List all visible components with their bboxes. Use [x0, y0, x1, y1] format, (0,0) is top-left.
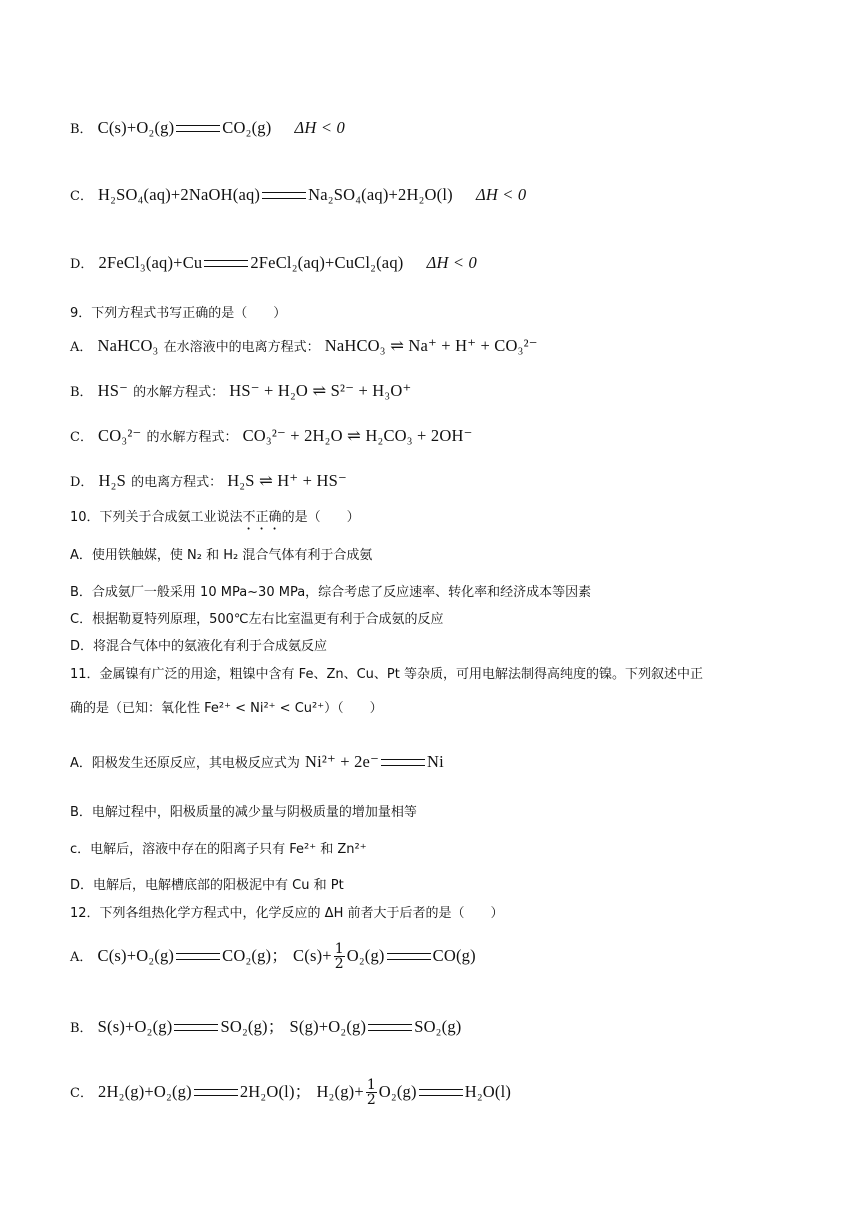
equation-products: 2H₂O(l)；	[239, 1082, 312, 1101]
equals-sign	[176, 125, 220, 132]
equation-reactants: O₂(g)	[378, 1082, 417, 1101]
equation-reactants: S(s)+O₂(g)	[97, 1017, 173, 1036]
q11-option-a	[70, 752, 444, 772]
option-label: C．	[70, 1086, 93, 1101]
equals-sign	[194, 1089, 238, 1096]
q10-option-b: B．合成氨厂一般采用 10 MPa~30 MPa，综合考虑了反应速率、转化率和经济成本等因素	[70, 585, 592, 600]
equals-sign	[387, 953, 431, 960]
equation-products: Na₂SO₄(aq)+2H₂O(l)	[308, 185, 453, 204]
q9-option-b	[70, 381, 411, 401]
q8-option-d	[70, 253, 477, 273]
equation-reactants: S(g)+O₂(g)	[289, 1017, 367, 1036]
q10-option-a: A．使用铁触媒，使 N₂ 和 H₂ 混合气体有利于合成氨	[70, 548, 373, 563]
equation-products: CO₂(g)	[222, 118, 272, 137]
delta-h: ΔH < 0	[426, 253, 478, 272]
stem-text: 的是（ ）	[281, 510, 360, 525]
equation-products: 2FeCl₂(aq)+CuCl₂(aq)	[250, 253, 404, 272]
option-text: 的水解方程式：	[133, 385, 225, 400]
option-text: 的水解方程式：	[146, 430, 238, 445]
equation-products: CO(g)	[432, 946, 476, 965]
option-text: A．阳极发生还原反应，其电极反应式为	[70, 756, 300, 771]
formula: HS⁻	[97, 381, 129, 400]
equation-products: H₂O(l)	[464, 1082, 512, 1101]
equation-reactants: C(s)+O₂(g)	[97, 118, 175, 137]
equals-sign	[174, 1024, 218, 1031]
equation-products: Ni	[427, 752, 444, 771]
q11-option-c: c．电解后，溶液中存在的阳离子只有 Fe²⁺ 和 Zn²⁺	[70, 842, 367, 857]
option-text: 在水溶液中的电离方程式：	[163, 340, 320, 355]
emphasis-text: 不正确	[242, 510, 282, 525]
q12-option-c	[70, 1078, 511, 1107]
q12-option-a	[70, 942, 476, 971]
delta-h: ΔH < 0	[475, 185, 527, 204]
option-text: 的电离方程式：	[131, 475, 223, 490]
equals-sign	[176, 953, 220, 960]
option-label: C．	[70, 430, 93, 445]
q12-option-b	[70, 1013, 461, 1037]
q9-option-d	[70, 471, 347, 491]
equals-sign	[381, 759, 425, 766]
equation-reactants: Ni²⁺ + 2e⁻	[305, 752, 379, 771]
equals-sign	[368, 1024, 412, 1031]
fraction-numerator: 1	[334, 941, 344, 957]
q10-stem	[70, 506, 360, 533]
equation-reactants: H₂(g)+	[316, 1082, 364, 1101]
q8-option-b	[70, 118, 345, 138]
option-label: C．	[70, 189, 93, 204]
equation-reactants: C(s)+O₂(g)	[97, 946, 175, 965]
q9-stem: 9．下列方程式书写正确的是（ ）	[70, 306, 287, 321]
option-label: B．	[70, 1021, 93, 1036]
option-label: B．	[70, 122, 93, 137]
stem-text: 10．下列关于合成氨工业说法	[70, 510, 243, 525]
equation: H₂S ⇌ H⁺ + HS⁻	[227, 471, 347, 490]
formula: NaHCO₃	[97, 336, 159, 355]
delta-h: ΔH < 0	[294, 118, 345, 137]
fraction-denominator: 2	[366, 1092, 376, 1108]
option-label: D．	[70, 475, 94, 490]
option-label: A．	[70, 950, 93, 965]
equals-sign	[204, 260, 248, 267]
equation: HS⁻ + H₂O ⇌ S²⁻ + H₃O⁺	[229, 381, 412, 400]
option-label: A．	[70, 340, 93, 355]
formula: H₂S	[98, 471, 126, 490]
fraction	[366, 1078, 377, 1107]
q10-option-c: C．根据勒夏特列原理，500℃左右比室温更有利于合成氨的反应	[70, 612, 444, 627]
fraction-denominator: 2	[334, 956, 344, 972]
option-label: D．	[70, 257, 94, 272]
equation-products: CO₂(g)；	[222, 946, 288, 965]
q8-option-c	[70, 185, 526, 205]
equation-products: SO₂(g)	[414, 1017, 462, 1036]
q11-stem-line1: 11．金属镍有广泛的用途，粗镍中含有 Fe、Zn、Cu、Pt 等杂质，可用电解法制得高纯度的镍。下列叙述中正	[70, 667, 703, 682]
fraction-numerator: 1	[366, 1077, 376, 1093]
q11-option-d: D．电解后，电解槽底部的阳极泥中有 Cu 和 Pt	[70, 878, 344, 893]
equation-reactants: C(s)+	[293, 946, 332, 965]
q9-option-a	[70, 336, 538, 356]
q12-stem: 12．下列各组热化学方程式中，化学反应的 ΔH 前者大于后者的是（ ）	[70, 906, 504, 921]
equation: NaHCO₃ ⇌ Na⁺ + H⁺ + CO₃²⁻	[324, 336, 538, 355]
equation: CO₃²⁻ + 2H₂O ⇌ H₂CO₃ + 2OH⁻	[242, 426, 473, 445]
fraction	[334, 942, 345, 971]
equation-reactants: H₂SO₄(aq)+2NaOH(aq)	[98, 185, 261, 204]
option-label: B．	[70, 385, 93, 400]
equals-sign	[419, 1089, 463, 1096]
equation-products: SO₂(g)；	[220, 1017, 285, 1036]
q9-option-c	[70, 426, 472, 446]
q11-stem-line2: 确的是（已知：氧化性 Fe²⁺ < Ni²⁺ < Cu²⁺）（ ）	[70, 701, 383, 716]
equation-reactants: O₂(g)	[346, 946, 385, 965]
equation-reactants: 2H₂(g)+O₂(g)	[98, 1082, 192, 1101]
equals-sign	[262, 192, 306, 199]
q11-option-b: B．电解过程中，阳极质量的减少量与阴极质量的增加量相等	[70, 805, 417, 820]
equation-reactants: 2FeCl₃(aq)+Cu	[98, 253, 203, 272]
formula: CO₃²⁻	[98, 426, 142, 445]
q10-option-d: D．将混合气体中的氨液化有利于合成氨反应	[70, 639, 328, 654]
